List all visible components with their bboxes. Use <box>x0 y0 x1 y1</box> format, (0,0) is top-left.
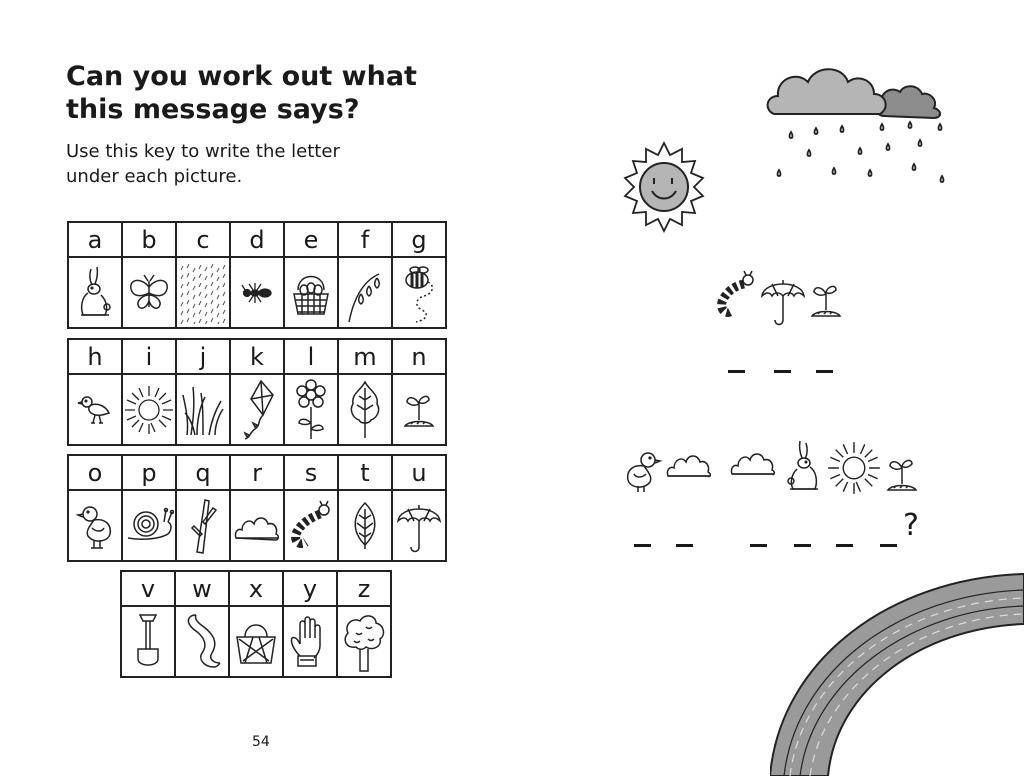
leaf-icon <box>347 380 383 440</box>
bird-icon <box>75 388 115 432</box>
kite-icon <box>237 379 277 441</box>
umbrella-icon <box>396 497 442 555</box>
key-letter: e <box>284 222 338 257</box>
key-letter: a <box>68 222 122 257</box>
answer-blank <box>774 370 791 373</box>
rabbit-icon <box>73 263 117 323</box>
key-letter: r <box>230 455 284 490</box>
picnic-basket-icon <box>233 617 279 667</box>
butterfly-icon <box>126 271 172 315</box>
tree-icon <box>342 611 386 673</box>
chick-icon <box>618 446 664 496</box>
worm-icon <box>182 611 222 673</box>
key-letter: h <box>68 339 122 374</box>
key-table-row-h-n <box>67 338 447 446</box>
answer-blank <box>634 544 651 547</box>
key-letter: w <box>175 571 229 606</box>
key-letter: n <box>392 339 446 374</box>
smiling-sun-icon <box>616 139 712 235</box>
answer-blank <box>794 544 811 547</box>
sun-icon <box>826 440 882 496</box>
page-title: Can you work out what this message says? <box>66 61 417 125</box>
sprout-icon <box>808 278 844 320</box>
umbrella-icon <box>760 272 806 328</box>
spade-icon <box>130 611 166 673</box>
key-letter: b <box>122 222 176 257</box>
bush-icon <box>664 446 716 482</box>
rainbow-icon <box>770 570 1024 776</box>
bush-icon <box>728 444 780 480</box>
snail-icon <box>124 506 174 546</box>
key-table-row-a-g <box>67 221 447 329</box>
key-table-row-v-z <box>120 570 392 678</box>
flower-icon <box>291 379 331 441</box>
key-letter: g <box>392 222 446 257</box>
chick-icon <box>74 500 116 552</box>
key-letter: v <box>121 571 175 606</box>
rain-icon <box>179 262 227 324</box>
key-letter: s <box>284 455 338 490</box>
instruction-text: Use this key to write the letter under each picture. <box>66 141 340 187</box>
key-letter: q <box>176 455 230 490</box>
glove-icon <box>288 614 332 670</box>
key-letter: z <box>337 571 391 606</box>
sun-icon <box>123 384 175 436</box>
egg-basket-icon <box>290 268 332 318</box>
answer-blank <box>750 544 767 547</box>
answer-blank <box>676 544 693 547</box>
answer-blank <box>816 370 833 373</box>
key-letter: l <box>284 339 338 374</box>
leaf-icon <box>347 501 383 551</box>
key-letter: c <box>176 222 230 257</box>
answer-blank <box>880 544 897 547</box>
key-letter: d <box>230 222 284 257</box>
bee-icon <box>397 262 441 324</box>
sprout-icon <box>401 388 437 432</box>
grass-icon <box>181 383 225 437</box>
key-letter: f <box>338 222 392 257</box>
key-letter: k <box>230 339 284 374</box>
sprout-icon <box>884 452 920 494</box>
rabbit-icon <box>782 436 826 498</box>
caterpillar-icon <box>714 270 760 322</box>
key-letter: x <box>229 571 283 606</box>
key-letter: m <box>338 339 392 374</box>
rain-cloud-icon <box>764 44 960 194</box>
key-letter: t <box>338 455 392 490</box>
bluebell-icon <box>343 262 387 324</box>
answer-blank <box>836 544 853 547</box>
key-letter: i <box>122 339 176 374</box>
ant-icon <box>239 278 275 308</box>
key-letter: o <box>68 455 122 490</box>
key-letter: p <box>122 455 176 490</box>
answer-blank <box>728 370 745 373</box>
key-letter: u <box>392 455 446 490</box>
page-number: 54 <box>252 734 270 750</box>
key-letter: j <box>176 339 230 374</box>
caterpillar-icon <box>288 500 334 552</box>
bush-icon <box>232 506 282 546</box>
key-letter: y <box>283 571 337 606</box>
twig-icon <box>185 498 221 554</box>
key-table-row-o-u <box>67 454 447 562</box>
question-mark: ? <box>903 508 919 543</box>
